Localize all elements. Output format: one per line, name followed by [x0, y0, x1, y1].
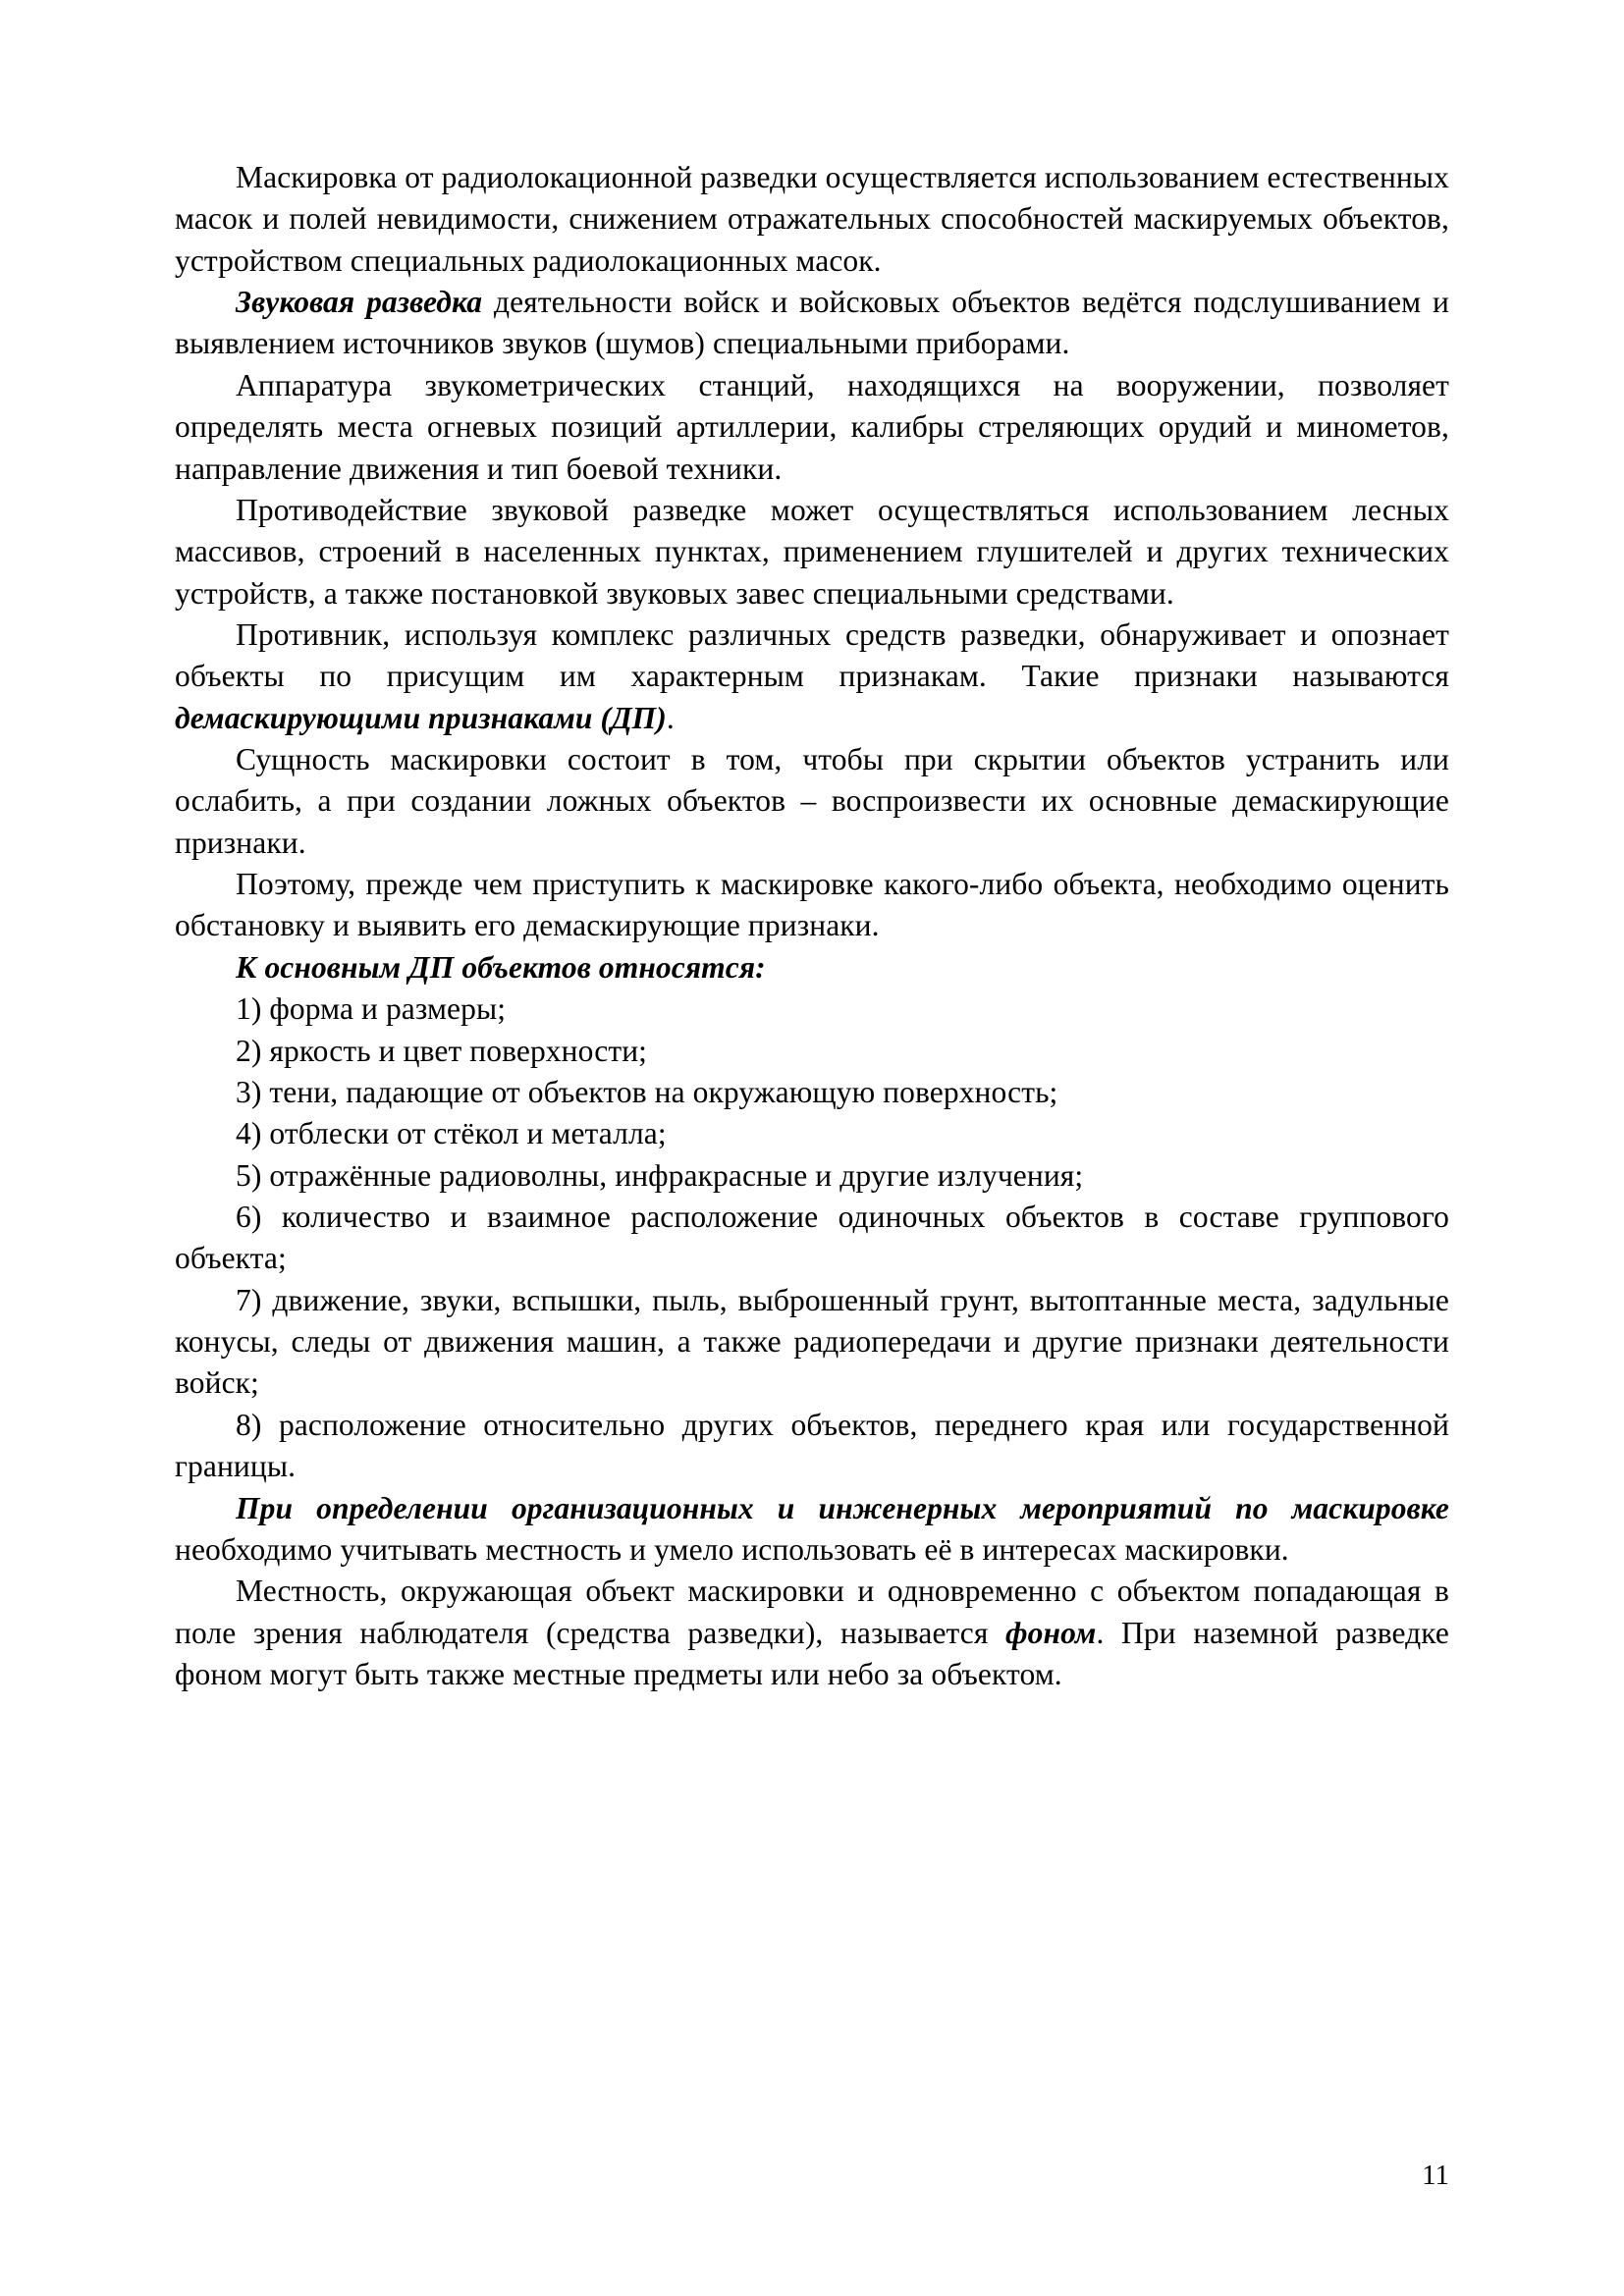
heading-main-dp-list — [175, 947, 1449, 988]
paragraph-assess-situation: Поэтому, прежде чем приступить к маскировке какого-либо объекта, необходимо оценить обстановку и выявить его демаскирующие признаки. — [175, 867, 1449, 943]
paragraph-masking-essence: Сущность маскировки состоит в том, чтобы при скрытии объектов устранить или ослабить, а при создании ложных объектов – воспроизвести их основные демаскирующие признаки. — [175, 742, 1449, 860]
list-item: 4) отблески от стёкол и металла; — [236, 1116, 667, 1151]
emphasis-text: К основным ДП объектов относятся: — [236, 949, 766, 985]
emphasis-text: фоном — [1005, 1615, 1097, 1650]
list-item: 1) форма и размеры; — [236, 991, 507, 1027]
paragraph-terrain-background: Местность, окружающая объект маскировки и одновременно с объектом попадающая в поле зрения наблюдателя (средства разведки), называется фоном. При наземной разведке фоном могут быть также местные предметы или небо за объектом. — [175, 1574, 1449, 1691]
list-item: 6) количество и взаимное расположение одиночных объектов в составе группового объекта; — [175, 1199, 1449, 1276]
paragraph-sound-recon: Звуковая разведка деятельности войск и войсковых объектов ведётся подслушиванием и выявлением источников звуков (шумов) специальными приборами. — [175, 285, 1449, 361]
emphasis-text: демаскирующими признаками (ДП) — [175, 700, 667, 735]
paragraph-organizational-measures: При определении организационных и инженерных мероприятий по маскировке необходимо учитывать местность и умело использовать её в интересах маскировки. — [175, 1490, 1449, 1567]
list-item: 2) яркость и цвет поверхности; — [236, 1033, 648, 1068]
page-number: 11 — [1422, 2160, 1449, 2191]
paragraph-sound-stations: Аппаратура звукометрических станций, находящихся на вооружении, позволяет определять места огневых позиций артиллерии, калибры стреляющих орудий и минометов, направление движения и тип боевой техники. — [175, 367, 1449, 486]
emphasis-text: Звуковая разведка — [236, 285, 483, 320]
paragraph-counteraction: Противодействие звуковой разведке может осуществляться использованием лесных массивов, строений в населенных пунктах, применением глушителей и других технических устройств, а также постановкой звуковых завес специальными средствами. — [175, 492, 1449, 611]
list-item: 7) движение, звуки, вспышки, пыль, выброшенный грунт, вытоптанные места, задульные конусы, следы от движения машин, а также радиопередачи и другие признаки деятельности войск; — [175, 1282, 1449, 1401]
paragraph-enemy-signs: Противник, используя комплекс различных средств разведки, обнаруживает и опознает объекты по присущим им характерным признакам. Такие признаки называются демаскирующими признаками (ДП). — [175, 616, 1449, 735]
emphasis-text: При определении организационных и инженерных мероприятий по маскировке — [236, 1490, 1449, 1525]
list-item: 8) расположение относительно других объектов, переднего края или государственной границы. — [175, 1407, 1449, 1484]
page-content — [175, 157, 1449, 1695]
list-item: 3) тени, падающие от объектов на окружающую поверхность; — [236, 1074, 1058, 1109]
list-item: 5) отражённые радиоволны, инфракрасные и другие излучения; — [236, 1157, 1084, 1193]
paragraph-masking-radar: Маскировка от радиолокационной разведки осуществляется использованием естественных масок и полей невидимости, снижением отражательных способностей маскируемых объектов, устройством специальных радиолокационных масок. — [175, 160, 1449, 278]
